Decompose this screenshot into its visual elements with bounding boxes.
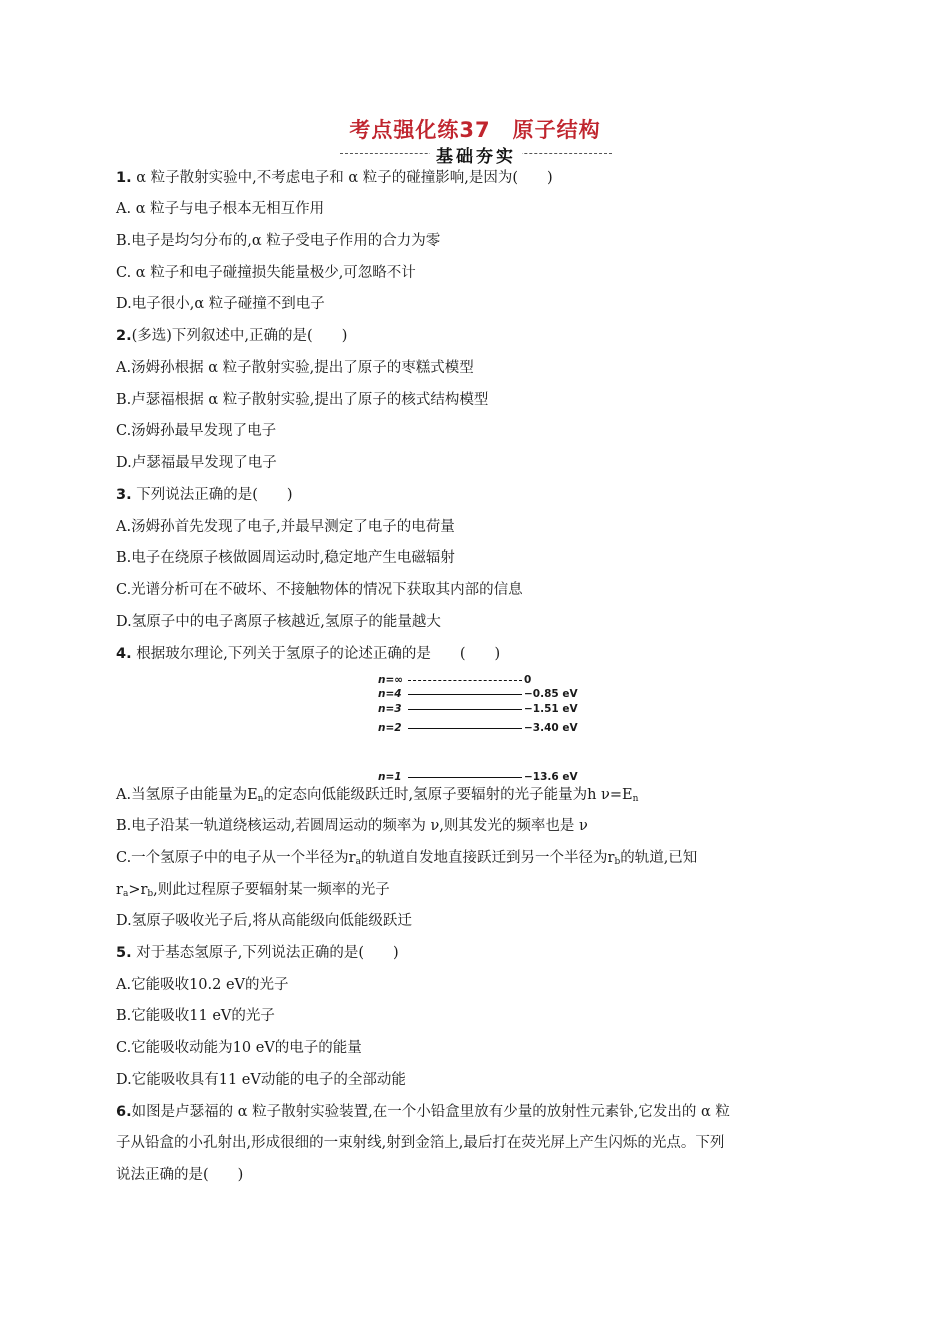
question-number: 5. (116, 945, 132, 961)
level-value-2: −3.40 eV (524, 722, 578, 734)
question-1-option-d: D.电子很小,α 粒子碰撞不到电子 (116, 296, 325, 312)
question-1-option-a: A. α 粒子与电子根本无相互作用 (116, 201, 325, 217)
level-value-4: −0.85 eV (524, 688, 578, 700)
question-2-option-c: C.汤姆孙最早发现了电子 (116, 423, 277, 439)
question-2-option-d: D.卢瑟福最早发现了电子 (116, 455, 277, 471)
question-4-stem: 4. 根据玻尔理论,下列关于氢原子的论述正确的是 ( ) (116, 646, 501, 662)
question-1-stem: 1. α 粒子散射实验中,不考虑电子和 α 粒子的碰撞影响,是因为( ) (116, 170, 553, 186)
question-2-option-b: B.卢瑟福根据 α 粒子散射实验,提出了原子的核式结构模型 (116, 392, 489, 408)
question-1-option-c: C. α 粒子和电子碰撞损失能量极少,可忽略不计 (116, 265, 416, 281)
question-number: 3. (116, 487, 132, 503)
level-line-1 (408, 777, 522, 778)
question-4-option-c-line2: $r_a>r_b$,则此过程原子要辐射某一频率的光子 (116, 882, 390, 899)
energy-level-diagram (378, 672, 588, 784)
level-label-4: n=4 (378, 688, 402, 700)
level-label-2: n=2 (378, 722, 402, 734)
question-1-option-b: B.电子是均匀分布的,α 粒子受电子作用的合力为零 (116, 233, 441, 249)
question-4-option-d: D.氢原子吸收光子后,将从高能级向低能级跃迁 (116, 913, 412, 929)
question-4-option-b: B.电子沿某一轨道绕核运动,若圆周运动的频率为 ν,则其发光的频率也是 ν (116, 818, 588, 834)
question-4-option-a: A.当氢原子由能量为$E_n$的定态向低能级跃迁时,氢原子要辐射的光子能量为h $\nu=E_n$ (116, 787, 639, 804)
page-title: 考点强化练37 原子结构 (349, 118, 601, 142)
question-5-option-c: C.它能吸收动能为10 eV的电子的能量 (116, 1040, 362, 1056)
question-5-option-a: A.它能吸收10.2 eV的光子 (116, 977, 289, 993)
section-banner (340, 142, 612, 166)
question-3-option-a: A.汤姆孙首先发现了电子,并最早测定了电子的电荷量 (116, 519, 455, 535)
question-3-option-d: D.氢原子中的电子离原子核越近,氢原子的能量越大 (116, 614, 441, 630)
question-4-option-c-line1: C.一个氢原子中的电子从一个半径为$r_a$的轨道自发地直接跃迁到另一个半径为$r_b$的轨道,已知 (116, 850, 698, 867)
question-3-stem: 3. 下列说法正确的是( ) (116, 487, 293, 503)
level-line-4 (408, 694, 522, 695)
level-line-2 (408, 728, 522, 729)
question-2-option-a: A.汤姆孙根据 α 粒子散射实验,提出了原子的枣糕式模型 (116, 360, 474, 376)
question-6-stem-line1: 6.如图是卢瑟福的 α 粒子散射实验装置,在一个小铅盒里放有少量的放射性元素钋,它发出的 α 粒 (116, 1104, 730, 1120)
question-number: 6. (116, 1104, 132, 1120)
question-number: 4. (116, 646, 132, 662)
question-number: 1. (116, 170, 132, 186)
question-5-stem: 5. 对于基态氢原子,下列说法正确的是( ) (116, 945, 399, 961)
question-6-stem-line3: 说法正确的是( ) (116, 1167, 244, 1183)
question-5-option-b: B.它能吸收11 eV的光子 (116, 1008, 275, 1024)
level-label-3: n=3 (378, 703, 402, 715)
level-line-inf (408, 680, 522, 681)
question-2-stem: 2.(多选)下列叙述中,正确的是( ) (116, 328, 348, 344)
level-label-1: n=1 (378, 771, 402, 783)
question-number: 2. (116, 328, 132, 344)
level-value-1: −13.6 eV (524, 771, 578, 783)
question-6-stem-line2: 子从铅盒的小孔射出,形成很细的一束射线,射到金箔上,最后打在荧光屏上产生闪烁的光点。下列 (116, 1135, 725, 1151)
level-line-3 (408, 709, 522, 710)
level-value-3: −1.51 eV (524, 703, 578, 715)
section-label: 基础夯实 (430, 142, 522, 167)
level-label-inf: n=∞ (378, 674, 404, 686)
question-3-option-c: C.光谱分析可在不破坏、不接触物体的情况下获取其内部的信息 (116, 582, 523, 598)
question-5-option-d: D.它能吸收具有11 eV动能的电子的全部动能 (116, 1072, 406, 1088)
question-3-option-b: B.电子在绕原子核做圆周运动时,稳定地产生电磁辐射 (116, 550, 455, 566)
level-value-inf: 0 (524, 674, 532, 686)
